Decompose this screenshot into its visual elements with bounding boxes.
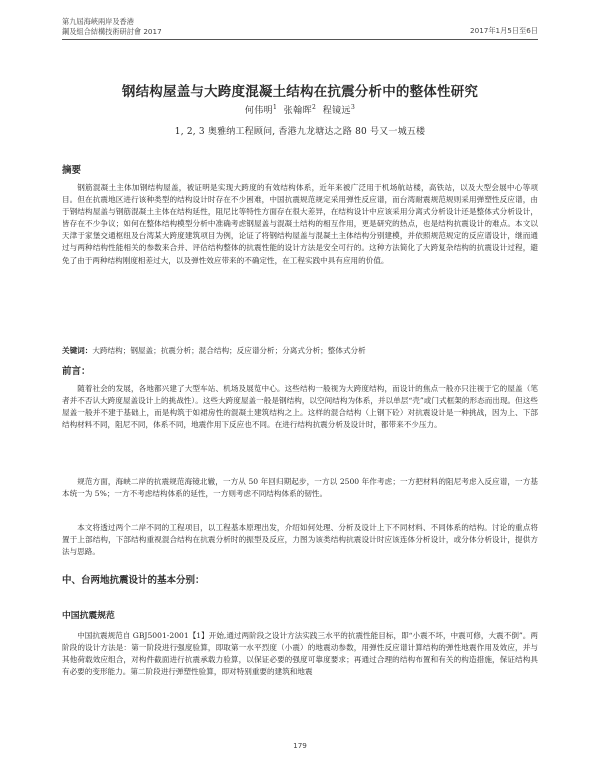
abstract-heading: 摘要 <box>62 165 82 176</box>
conference-name-line1: 第九屆海峽兩岸及香港 <box>62 17 134 26</box>
conference-name-line2: 鋼及組合結構技術研討會 2017 <box>62 26 162 36</box>
author-name: 程镜远 <box>322 106 351 116</box>
keywords-list: 大跨结构；钢屋盖；抗震分析；混合结构；反应谱分析；分离式分析；整体式分析 <box>92 346 366 355</box>
section-paragraph-1: 中国抗震规范自 GBJ5001-2001【1】开始,通过两阶段之设计方法实践三水平的抗震性能目标，即“小震不坏，中震可修，大震不倒”。两阶段的设计方法是：第一阶段进行强度验算，即取第一水平烈度（小震）的地震动参数，用弹性反应谱计算结构的弹性地震作用及效应，并与其他荷载效应组合，对构件截面进行抗震承载力验算，以保证必要的强度可靠度要求；再通过合理的结构布置和有关的构造措施，保证结构具有必要的变形能力。第二阶段进行弹塑性验算，即对特别重要的建筑和地震 <box>62 631 538 677</box>
abstract-body: 钢筋混凝土主体加钢结构屋盖，被证明是实现大跨度的有效结构体系，近年来被广泛用于机场航站楼，高铁站，以及大型会展中心等项目。但在抗震地区进行该种类型的结构设计时存在不少困难，中国抗震规范规定采用弹性反应谱，而台湾耐震规范规则采用弹塑性反应谱，由于钢结构屋盖与钢筋混凝土主体在结构延性，阻尼比等特性方面存在很大差异，在结构设计中应该采用分离式分析设计还是整体式分析设计，皆存在不少争议；如何在整体结构模型分析中准确考虑钢屋盖与混凝土结构的相互作用，更是研究的热点，也是结构抗震设计的难点。本文以天津于家堡交通枢纽及台湾某大跨度建筑项目为例，论证了将钢结构屋盖与混凝土主体结构分别建模，并依照规范规定的反应谱设计，继而通过与两种结构性能相关的参数来合并、评估结构整体的抗震性能的设计方法是安全可行的。这种方法简化了大跨复杂结构的抗震设计过程，避免了由于两种结构刚度相差过大，以及弹性效应带来的不确定性，在工程实践中具有应用的价值。 <box>62 183 538 265</box>
conference-header <box>62 17 162 36</box>
author-name: 张翰晖 <box>283 106 312 116</box>
author-affiliation-mark: 1 <box>273 104 278 111</box>
keywords-label: 关键词： <box>62 346 93 355</box>
author-list <box>62 103 538 116</box>
author-name: 何伟明 <box>244 106 274 116</box>
paper-title: 钢结构屋盖与大跨度混凝土结构在抗震分析中的整体性研究 <box>121 84 479 100</box>
intro-paragraph-2: 规范方面，海峡二岸的抗震规范海镜北辙，一方从 50 年回归期起步，一方以 2500 年作考虑；一方把材料的阻尼考虑入反应谱，一方基本统一为 5%；一方不考虑结构体系的延性，一方则考虑不同结构体系的韧性。 <box>62 477 538 499</box>
keywords <box>62 345 538 357</box>
intro-heading: 前言： <box>62 366 91 377</box>
subsection-heading: 中国抗震规范 <box>62 611 115 621</box>
author-affiliation: 1, 2, 3 奥雅纳工程顾问, 香港九龙塘达之路 80 号又一城五楼 <box>174 127 426 137</box>
author-affiliation-mark: 2 <box>311 104 317 111</box>
conference-date: 2017年1月5日至6日 <box>470 26 538 35</box>
intro-paragraph-3: 本文将透过两个二岸不同的工程项目，以工程基本原理出发，介绍如何处理、分析及设计上下不同材料、不同体系的结构。讨论的重点将置于上部结构，下部结构重视混合结构在抗震分析时的振型及反应，力图为该类结构抗震设计时应该连体分析设计，或分体分析设计，提供方法与思路。 <box>62 523 538 557</box>
intro-paragraph-1: 随着社会的发展，各地都兴建了大型车站、机场及展览中心。这些结构一般视为大跨度结构，而设计的焦点一般亦只注视于它的屋盖（笔者并不否认大跨度屋盖设计上的挑战性）。这些大跨度屋盖一般是钢结构，以空间结构为体系，并以单层“壳”或门式框架的形态而出现。但这些屋盖一般并不建于基础上，而是构筑于如裙房性的混凝土建筑结构之上。这样的混合结构（上钢下砼）对抗震设计是一种挑战，因为上、下部结构材料不同，阻尼不同，体系不同，地震作用下反应也不同。在进行结构抗震分析及设计时，都带来不少压力。 <box>62 384 538 430</box>
page-number: 179 <box>293 741 307 750</box>
author-affiliation-mark: 3 <box>350 104 356 111</box>
header-rule <box>62 39 538 40</box>
section-heading: 中、台两地抗震设计的基本分别： <box>62 575 205 586</box>
